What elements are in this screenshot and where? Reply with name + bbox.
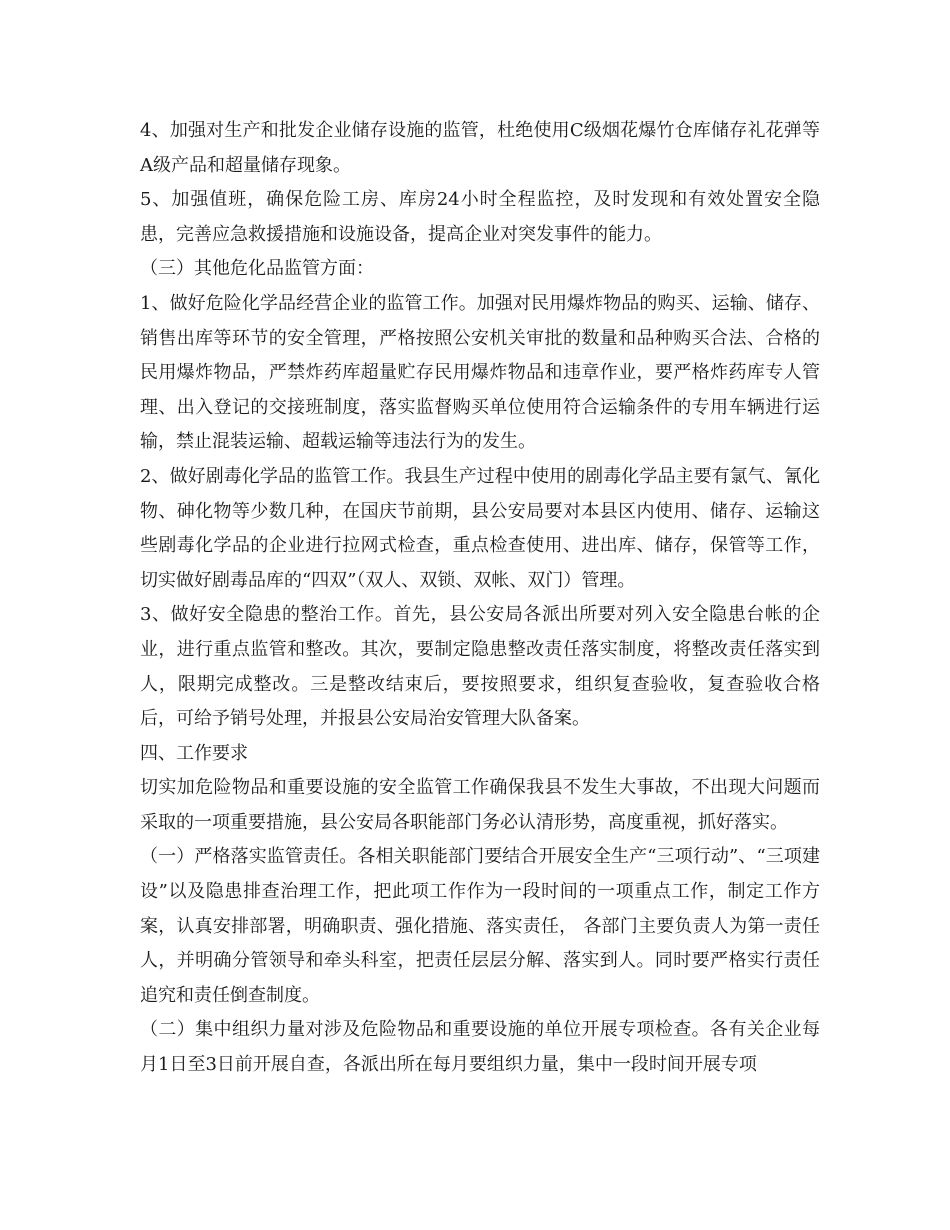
paragraph-item-1-chemical-business: 1、做好危险化学品经营企业的监管工作。加强对民用爆炸物品的购买、运输、储存、销售出库等环节的安全管理，严格按照公安机关审批的数量和品种购买合法、合格的民用爆炸物品，严禁炸药库超量贮存民用爆炸物品和违章作业，要严格炸药库专人管理、出入登记的交接班制度，落实监督购买单位使用符合运输条件的专用车辆进行运输，禁止混装运输、超载运输等违法行为的发生。 [140, 292, 820, 453]
paragraph-item-5-duty: 5、加强值班，确保危险工房、库房24小时全程监控，及时发现和有效处置安全隐患，完善应急救援措施和设施设备，提高企业对突发事件的能力。 [140, 189, 820, 245]
section-heading-other-hazmat: （三）其他危化品监管方面： [140, 258, 374, 280]
document-body [140, 114, 820, 1083]
paragraph-requirement-2-inspection: （二）集中组织力量对涉及危险物品和重要设施的单位开展专项检查。各有关企业每月1日至3日前开展自查，各派出所在每月要组织力量，集中一段时间开展专项 [140, 1019, 820, 1076]
paragraph-requirements-intro: 切实加危险物品和重要设施的安全监管工作确保我县不发生大事故，不出现大问题而采取的一项重要措施，县公安局各职能部门务必认清形势，高度重视，抓好落实。 [140, 777, 820, 833]
paragraph-item-3-hazard-rectification: 3、做好安全隐患的整治工作。首先，县公安局各派出所要对列入安全隐患台帐的企业，进行重点监管和整改。其次，要制定隐患整改责任落实制度，将整改责任落实到人，限期完成整改。三是整改结束后，要按照要求，组织复查验收，复查验收合格后，可给予销号处理，并报县公安局治安管理大队备案。 [140, 604, 820, 730]
paragraph-item-2-toxic-chemicals: 2、做好剧毒化学品的监管工作。我县生产过程中使用的剧毒化学品主要有氯气、氰化物、砷化物等少数几种，在国庆节前期，县公安局要对本县区内使用、储存、运输这些剧毒化学品的企业进行拉网式检查，重点检查使用、进出库、储存，保管等工作，切实做好剧毒品库的“四双”（双人、双锁、双帐、双门）管理。 [140, 465, 820, 591]
paragraph-item-4-storage: 4、加强对生产和批发企业储存设施的监管，杜绝使用C级烟花爆竹仓库储存礼花弹等A级产品和超量储存现象。 [140, 120, 820, 176]
section-heading-work-requirements: 四、工作要求 [140, 742, 248, 764]
paragraph-requirement-1-responsibility: （一）严格落实监管责任。各相关职能部门要结合开展安全生产“三项行动”、“三项建设”以及隐患排查治理工作，把此项工作作为一段时间的一项重点工作，制定工作方案，认真安排部署，明确职责、强化措施、落实责任， 各部门主要负责人为第一责任人，并明确分管领导和牵头科室，把责任层层分解、落实到人。同时要严格实行责任追究和责任倒查制度。 [140, 846, 820, 1006]
